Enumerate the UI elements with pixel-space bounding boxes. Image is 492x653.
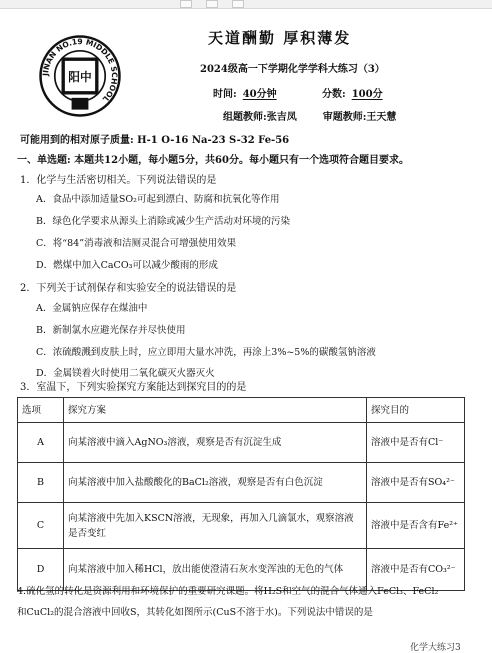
table-cell: 向某溶液中滴入AgNO₃溶液，观察是否有沉淀生成 [64, 423, 367, 463]
time-field [213, 85, 283, 100]
exam-title: 2024级高一下学期化学学科大练习（3） [200, 64, 385, 75]
score-field [322, 85, 389, 100]
logo-glyph: 阳中 [68, 70, 92, 85]
table-cell: 溶液中是否有SO₄²⁻ [367, 463, 465, 503]
table-cell: D [18, 549, 64, 591]
table-row [18, 423, 465, 463]
table-cell: B [18, 463, 64, 503]
score-label: 分数: [322, 89, 346, 100]
toolbar-button[interactable] [206, 0, 218, 8]
question-2-option-c: C．浓硫酸溅到皮肤上时，应立即用大量水冲洗，再涂上3%~5%的碳酸氢钠溶液 [36, 347, 376, 358]
question-2-option-b: B．新制氯水应避光保存并尽快使用 [36, 325, 186, 336]
table-cell: 溶液中是否有CO₃²⁻ [367, 549, 465, 591]
question-1-option-d: D．燃煤中加入CaCO₃可以减少酸雨的形成 [36, 260, 218, 271]
table-cell: 向某溶液中加入稀HCl，放出能使澄清石灰水变浑浊的无色的气体 [64, 549, 367, 591]
score-value: 100分 [351, 89, 383, 100]
table-row [18, 503, 465, 549]
table-header-cell: 探究方案 [64, 398, 367, 423]
question-3-table [17, 397, 465, 591]
section-title: 一、单选题: 本题共12小题，每小题5分，共60分。每小题只有一个选项符合题目要求。 [17, 155, 409, 166]
exam-page [0, 8, 492, 653]
reviewer-name: 审题教师:王天慧 [322, 112, 397, 123]
table-cell: 向某溶液中加入盐酸酸化的BaCl₂溶液，观察是否有白色沉淀 [64, 463, 367, 503]
table-row [18, 463, 465, 503]
question-1-option-a: A．食品中添加适量SO₂可起到漂白、防腐和抗氧化等作用 [36, 194, 280, 205]
table-header-cell: 选项 [18, 398, 64, 423]
question-3-stem: 3．室温下，下列实验探究方案能达到探究目的的是 [20, 382, 247, 393]
table-header-row [18, 398, 465, 423]
table-header-cell: 探究目的 [367, 398, 465, 423]
logo-ring-text: JINAN NO.19 MIDDLE SCHOOL [41, 37, 119, 104]
page-footer: 化学大练习3 [410, 643, 461, 653]
question-2-option-d: D．金属镁着火时使用二氧化碳灭火器灭火 [36, 368, 215, 379]
composer-name: 组题教师:张吉凤 [223, 112, 297, 123]
question-1-option-b: B．绿色化学要求从源头上消除或减少生产活动对环境的污染 [36, 216, 290, 227]
question-4-stem-line-2: 和CuCl₂的混合溶液中回收S，其转化如图所示(CuS不溶于水)。下列说法中错误的是 [17, 607, 373, 618]
table-cell: 向某溶液中先加入KSCN溶液，无现象，再加入几滴氯水，观察溶液是否变红 [64, 503, 367, 549]
table-cell: 溶液中是否有Cl⁻ [367, 423, 465, 463]
question-1-option-c: C．将“84”消毒液和洁厕灵混合可增强使用效果 [36, 238, 237, 249]
table-cell: 溶液中是否含有Fe²⁺ [367, 503, 465, 549]
teacher-credits [223, 108, 396, 123]
question-1-stem: 1．化学与生活密切相关。下列说法错误的是 [20, 175, 217, 186]
school-logo [38, 34, 122, 118]
time-value: 40分钟 [242, 89, 277, 100]
table-cell: C [18, 503, 64, 549]
toolbar-button[interactable] [180, 0, 192, 8]
table-cell: A [18, 423, 64, 463]
question-2-option-a: A．金属钠应保存在煤油中 [36, 303, 148, 314]
toolbar-button[interactable] [232, 0, 244, 8]
time-label: 时间: [213, 89, 237, 100]
school-motto: 天道酬勤 厚积薄发 [208, 29, 352, 47]
question-2-stem: 2．下列关于试剂保存和实验安全的说法错误的是 [20, 283, 237, 294]
question-4-stem-line-1: 4.硫化氢的转化是资源利用和环境保护的重要研究课题。将H₂S和空气的混合气体通入FeCl₃、FeCl₂ [17, 586, 439, 597]
atomic-masses: 可能用到的相对原子质量: H-1 O-16 Na-23 S-32 Fe-56 [20, 135, 290, 146]
